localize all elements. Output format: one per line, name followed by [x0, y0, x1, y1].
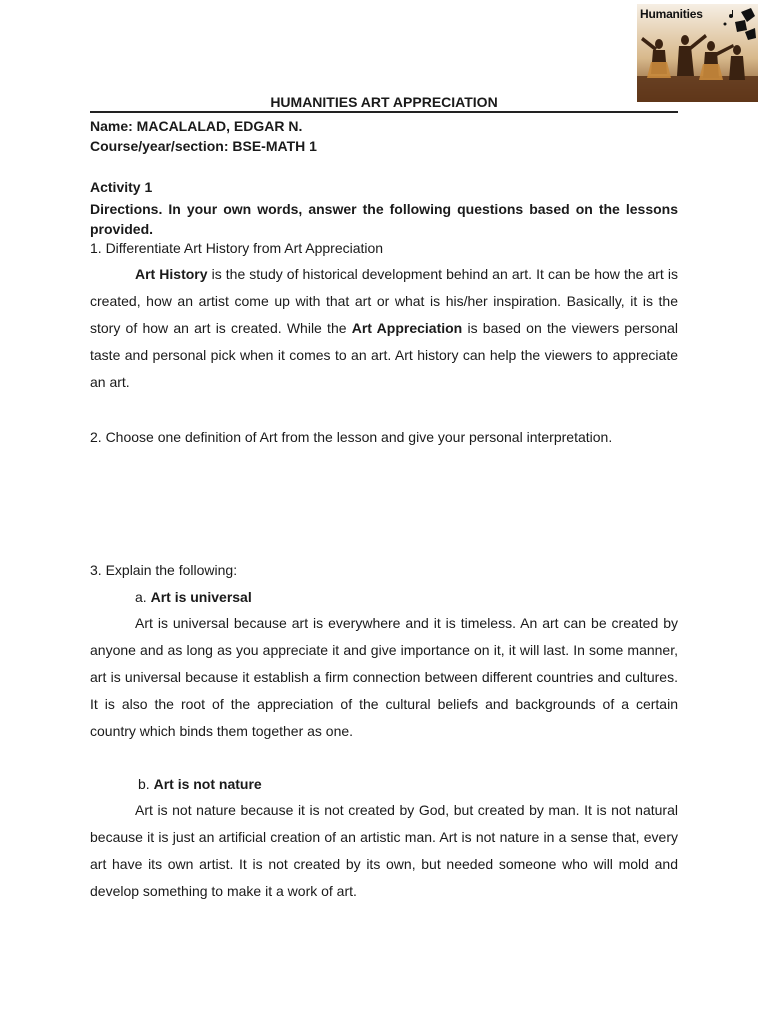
term-art-appreciation: Art Appreciation — [351, 320, 463, 336]
answer-1-text-a: is the study of historical development behind an art. It can be how the art is created, how an artist come up with that art or what is his/her inspiration. Basically, it is the story of how an art is created. While the — [90, 266, 678, 336]
item-a-body — [90, 610, 678, 745]
item-b-heading — [138, 776, 262, 792]
item-a-heading — [135, 589, 252, 605]
title-underline — [90, 111, 678, 113]
item-b-title: Art is not nature — [153, 776, 262, 792]
student-name: Name: MACALALAD, EDGAR N. — [90, 118, 303, 134]
humanities-logo-image — [637, 4, 758, 102]
item-b-body — [90, 797, 678, 905]
document-title: HUMANITIES ART APPRECIATION — [270, 94, 498, 110]
item-b-text: Art is not nature because it is not created by God, but created by man. It is not natural because it is just an artificial creation of an artistic man. Art is not nature in a sense that, every art have its own artist. It is not created by its own, but needed someone who will mold and develop something to make it a work of art. — [90, 802, 678, 899]
answer-1-text-b: is based on the viewers personal taste and personal pick when it comes to an art. Art history can help the viewers to appreciate an art. — [90, 320, 679, 390]
question-1: 1. Differentiate Art History from Art Appreciation — [90, 240, 384, 256]
activity-label: Activity 1 — [90, 179, 153, 195]
item-a-text: Art is universal because art is everywhere and it is timeless. An art can be created by anyone and as long as you appreciate it and give importance on it, it will last. In some manner, art is universal because it establish a firm connection between different countries and cultures. It is also the root of the appreciation of the cultural beliefs and backgrounds of a certain country which binds them together as one. — [90, 615, 678, 739]
term-art-history: Art History — [135, 266, 208, 282]
question-3: 3. Explain the following: — [90, 562, 238, 578]
directions: Directions. In your own words, answer the following questions based on the lessons provided. — [90, 201, 678, 237]
item-a-prefix: a. — [135, 589, 151, 605]
answer-1 — [90, 261, 678, 396]
question-2: 2. Choose one definition of Art from the lesson and give your personal interpretation. — [90, 429, 613, 445]
item-a-title: Art is universal — [150, 589, 252, 605]
item-b-prefix: b. — [138, 776, 154, 792]
logo-text: Humanities — [640, 7, 703, 21]
course-section: Course/year/section: BSE-MATH 1 — [90, 138, 317, 154]
